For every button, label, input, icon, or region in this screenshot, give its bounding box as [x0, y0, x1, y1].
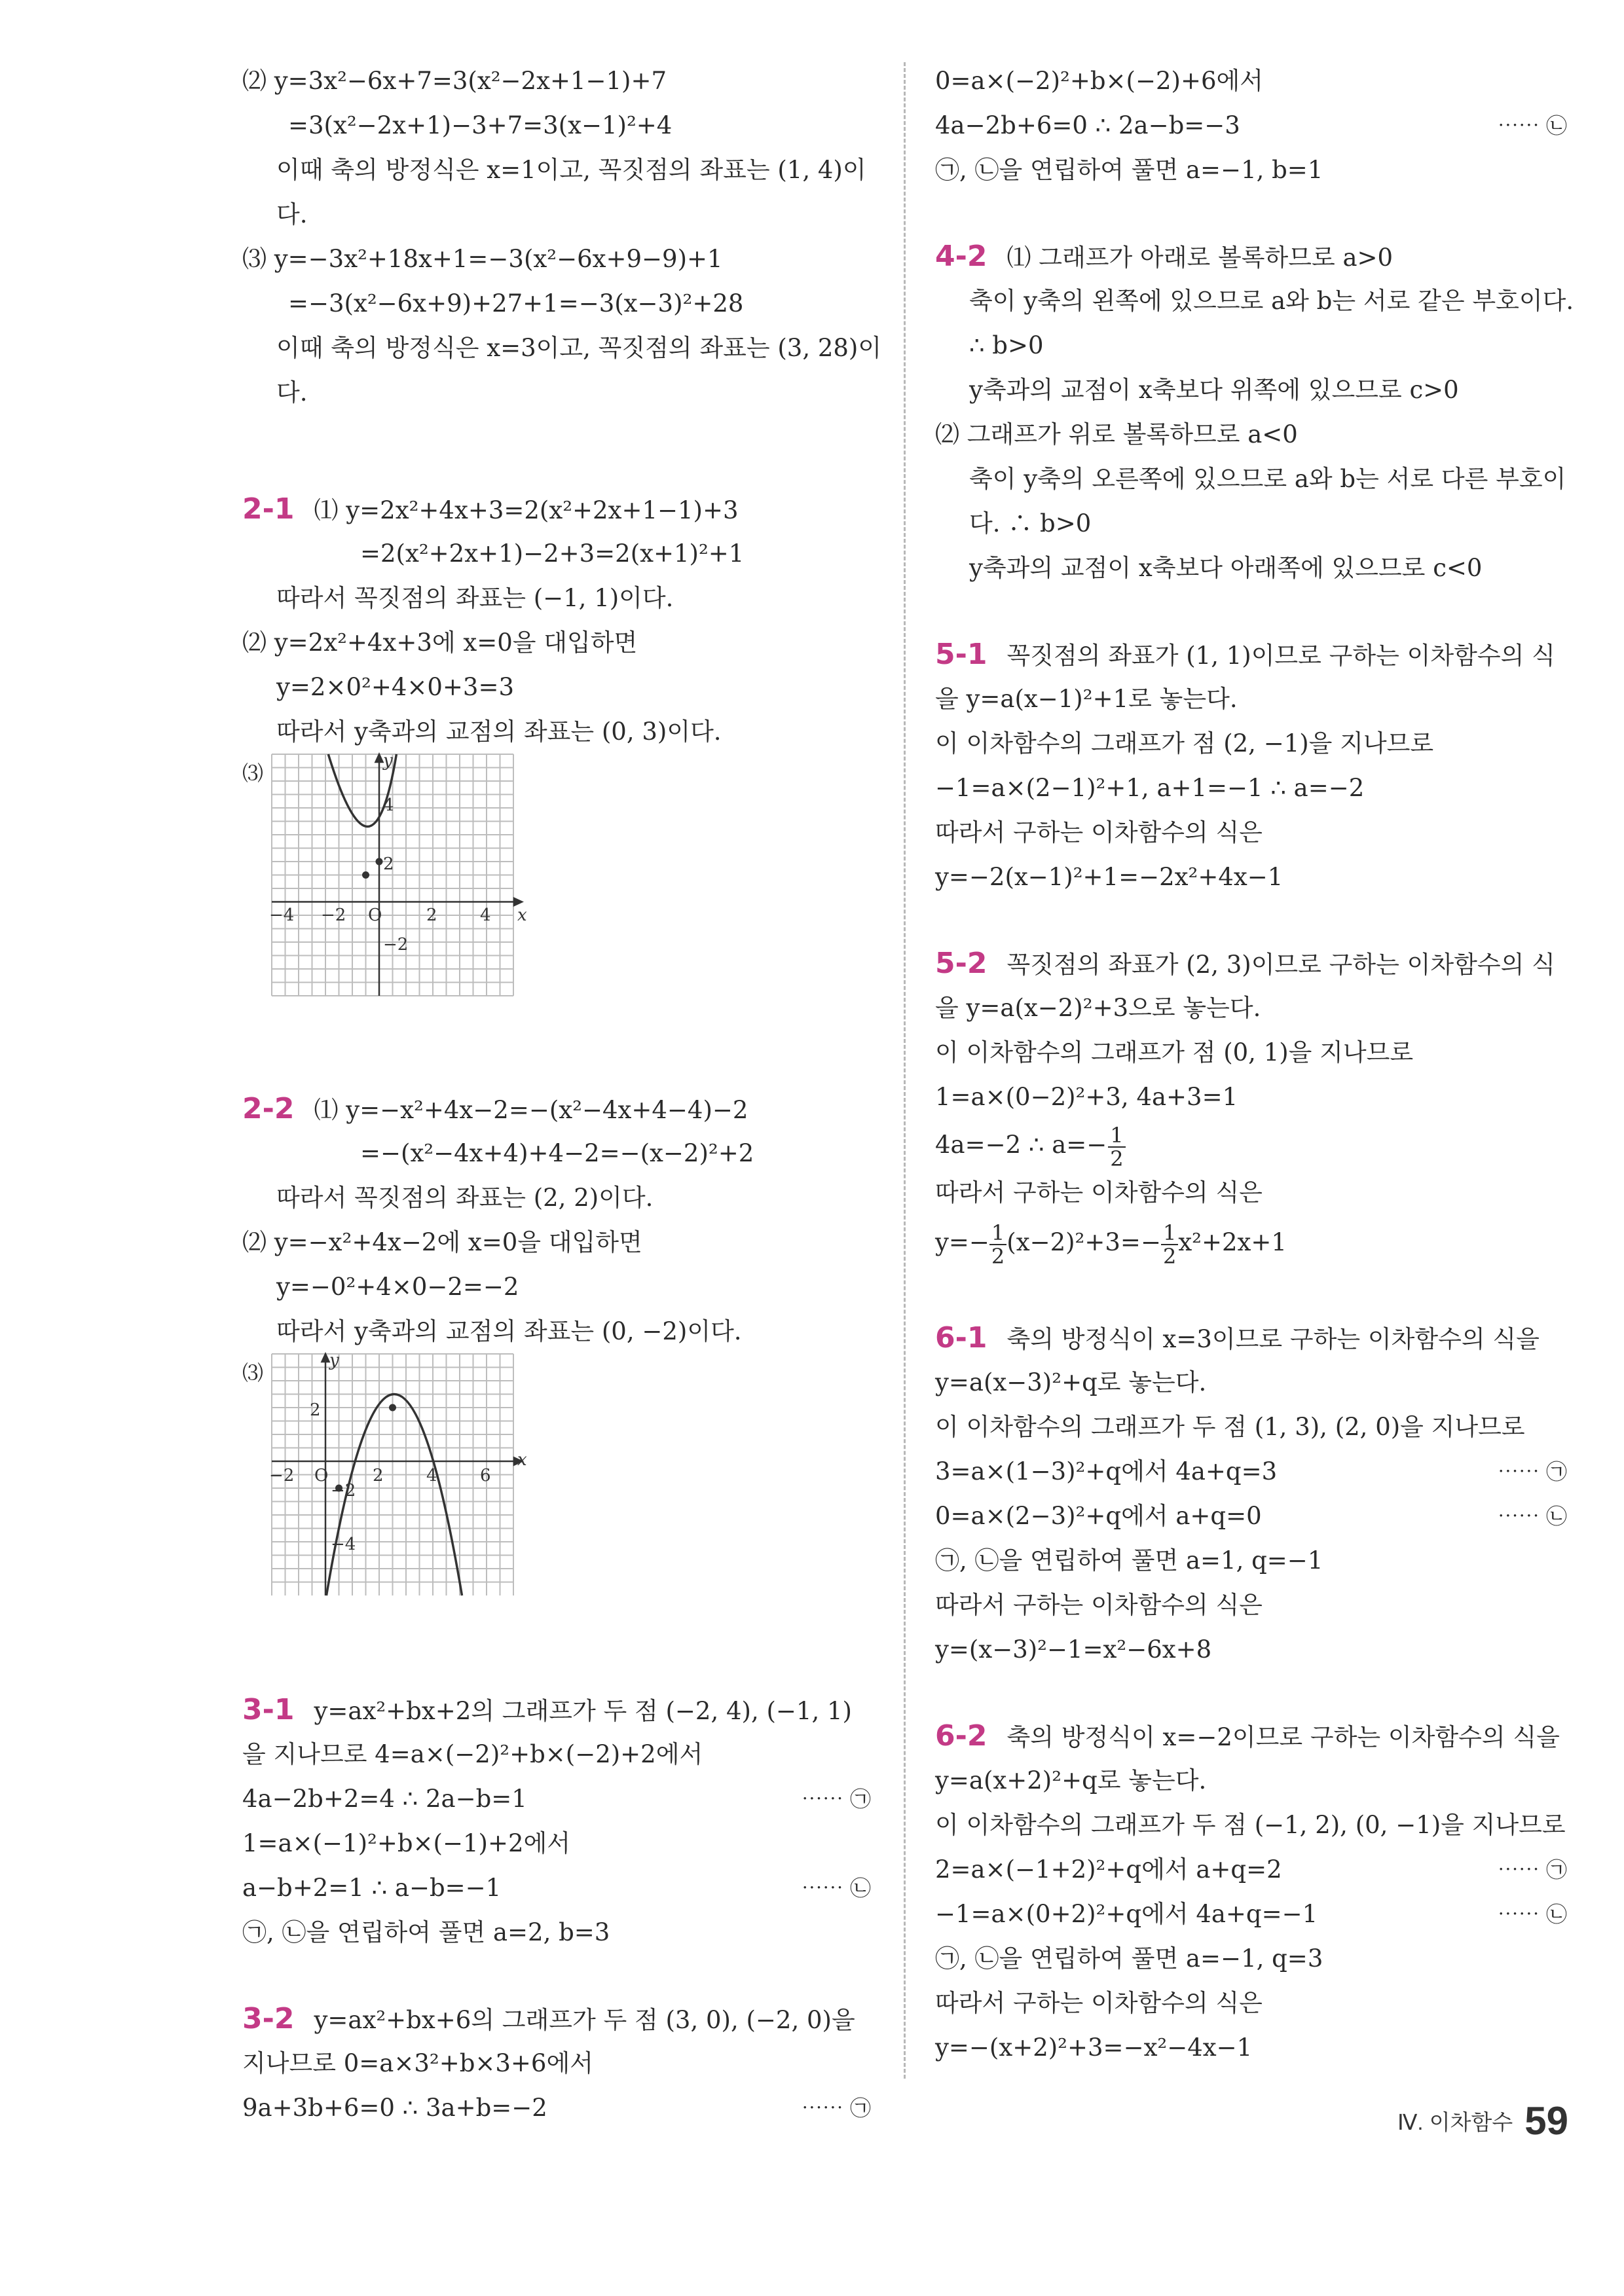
text-line: 9a+3b+6=0 ∴ 3a+b=−2	[242, 2094, 547, 2122]
text-line: 을 y=a(x−1)²+1로 놓는다.	[935, 685, 1238, 713]
text-line: 3=a×(1−3)²+q에서 4a+q=3	[935, 1457, 1278, 1485]
text-line: 꼭짓점의 좌표가 (1, 1)이므로 구하는 이차함수의 식	[1006, 642, 1555, 670]
problem-number: 2-1	[242, 492, 295, 526]
x-tick-label: 4	[426, 1466, 437, 1485]
text-line: ⑴ 그래프가 아래로 볼록하므로 a>0	[1006, 244, 1393, 272]
y-tick-label: 2	[383, 854, 394, 874]
text-line: ㉠, ㉡을 연립하여 풀면 a=−1, b=1	[935, 156, 1323, 184]
page-footer	[1397, 2098, 1568, 2143]
text-line: 축이 y축의 왼쪽에 있으므로 a와 b는 서로 같은 부호이다.	[969, 287, 1574, 315]
graph-label: ⑶	[242, 1360, 264, 1385]
text-line: 다. ∴ b>0	[969, 509, 1092, 538]
graph-label: ⑶	[242, 761, 264, 786]
problem-6-1	[935, 1316, 1567, 1672]
origin-label: O	[314, 1466, 329, 1485]
text-line: 따라서 구하는 이차함수의 식은	[935, 1591, 1263, 1619]
text-line: 따라서 구하는 이차함수의 식은	[935, 818, 1263, 847]
text-line: ⑵ y=3x²−6x+7=3(x²−2x+1−1)+7	[242, 67, 667, 95]
text-line: ⑴ y=2x²+4x+3=2(x²+2x+1−1)+3	[314, 496, 739, 524]
text-line: y=−(x+2)²+3=−x²−4x−1	[935, 2033, 1253, 2062]
text-line: =3(x²−2x+1)−3+7=3(x−1)²+4	[288, 111, 673, 139]
page-number: 59	[1524, 2099, 1568, 2143]
text-line: ㉠, ㉡을 연립하여 풀면 a=−1, q=3	[935, 1944, 1323, 1973]
solution-1-continued	[242, 59, 882, 415]
text-line: y=−0²+4×0−2=−2	[276, 1273, 519, 1301]
problem-5-2	[935, 941, 1567, 1270]
x-axis-label: x	[517, 905, 527, 925]
problem-number: 2-2	[242, 1092, 295, 1125]
fraction-numerator: 1	[989, 1222, 1006, 1245]
text-line: 이 이차함수의 그래프가 점 (2, −1)을 지나므로	[935, 729, 1434, 757]
text-line: 꼭짓점의 좌표가 (2, 3)이므로 구하는 이차함수의 식	[1006, 951, 1555, 979]
problem-number: 3-2	[242, 2002, 295, 2035]
text-line: 이 이차함수의 그래프가 점 (0, 1)을 지나므로	[935, 1038, 1414, 1066]
text-line: ∴ b>0	[969, 331, 1044, 359]
text-line: y축과의 교점이 x축보다 위쪽에 있으므로 c>0	[969, 376, 1459, 404]
equation-tag: ⋯⋯ ㉡	[1497, 1504, 1567, 1529]
text-line: 을 y=a(x−2)²+3으로 놓는다.	[935, 994, 1261, 1022]
fraction-denominator: 2	[1162, 1243, 1177, 1269]
text-line: −1=a×(0+2)²+q에서 4a+q=−1	[935, 1900, 1318, 1928]
text-line: 축의 방정식이 x=−2이므로 구하는 이차함수의 식을	[1006, 1723, 1560, 1751]
text-line: 축이 y축의 오른쪽에 있으므로 a와 b는 서로 다른 부호이	[969, 465, 1566, 493]
text-line: =2(x²+2x+1)−2+3=2(x+1)²+1	[360, 539, 745, 568]
text-line: ㉠, ㉡을 연립하여 풀면 a=1, q=−1	[935, 1546, 1323, 1575]
problem-3-2-continued	[935, 59, 1567, 192]
problem-number: 6-2	[935, 1719, 987, 1753]
x-tick-label: 2	[426, 905, 437, 925]
problem-2-2	[242, 1087, 871, 1609]
text-line: y=a(x+2)²+q로 놓는다.	[935, 1766, 1207, 1795]
fraction	[989, 1222, 1006, 1267]
text-line: 0=a×(−2)²+b×(−2)+6에서	[935, 67, 1263, 95]
text-line: 을 지나므로 4=a×(−2)²+b×(−2)+2에서	[242, 1740, 703, 1768]
problem-6-2	[935, 1714, 1567, 2070]
text-line: a−b+2=1 ∴ a−b=−1	[242, 1874, 502, 1902]
equation-tag: ⋯⋯ ㉡	[1497, 1902, 1567, 1927]
problem-number: 3-1	[242, 1693, 295, 1726]
fraction	[1161, 1222, 1178, 1267]
parabola-graph-2	[269, 1351, 534, 1609]
equation-tag: ⋯⋯ ㉡	[1497, 113, 1567, 138]
text-line: 이 이차함수의 그래프가 두 점 (1, 3), (2, 0)을 지나므로	[935, 1413, 1525, 1441]
text-line: 지나므로 0=a×3²+b×3+6에서	[242, 2049, 593, 2077]
text-line: y=a(x−3)²+q로 놓는다.	[935, 1368, 1207, 1396]
text-line: 따라서 y축과의 교점의 좌표는 (0, 3)이다.	[276, 718, 722, 746]
fraction-denominator: 2	[991, 1243, 1005, 1269]
column-divider	[904, 62, 906, 2079]
equation-tag: ⋯⋯ ㉡	[801, 1876, 871, 1901]
text-line: 4a−2b+2=4 ∴ 2a−b=1	[242, 1785, 527, 1813]
text-line: ⑵ 그래프가 위로 볼록하므로 a<0	[935, 420, 1298, 448]
left-column	[242, 59, 882, 2130]
text-line: 따라서 꼭짓점의 좌표는 (2, 2)이다.	[276, 1184, 654, 1212]
fraction	[1108, 1124, 1125, 1170]
problem-5-1	[935, 632, 1567, 900]
text-line: 따라서 y축과의 교점의 좌표는 (0, −2)이다.	[276, 1317, 742, 1345]
text-line: −1=a×(2−1)²+1, a+1=−1 ∴ a=−2	[935, 774, 1365, 802]
parabola-graph-1	[269, 751, 534, 1010]
text-line: 축의 방정식이 x=3이므로 구하는 이차함수의 식을	[1006, 1325, 1540, 1353]
section-title: Ⅳ. 이차함수	[1397, 2110, 1513, 2134]
equation-tag: ⋯⋯ ㉠	[1497, 1459, 1567, 1484]
x-axis-label: x	[517, 1450, 527, 1470]
problem-number: 5-2	[935, 947, 987, 980]
text-line: y=ax²+bx+6의 그래프가 두 점 (3, 0), (−2, 0)을	[314, 2006, 855, 2034]
text-line: y=−2(x−1)²+1=−2x²+4x−1	[935, 863, 1283, 891]
text-line: =−(x²−4x+4)+4−2=−(x−2)²+2	[360, 1139, 754, 1167]
text-line: y=−	[935, 1228, 989, 1256]
text-line: 이때 축의 방정식은 x=1이고, 꼭짓점의 좌표는 (1, 4)이	[276, 156, 866, 184]
equation-tag: ⋯⋯ ㉠	[801, 2096, 871, 2121]
text-line: 2=a×(−1+2)²+q에서 a+q=2	[935, 1855, 1282, 1884]
text-line: ㉠, ㉡을 연립하여 풀면 a=2, b=3	[242, 1918, 610, 1946]
x-tick-label: −2	[269, 1466, 295, 1485]
y-tick-label: −4	[331, 1535, 356, 1554]
x-tick-label: −4	[269, 905, 295, 925]
text-line: 이 이차함수의 그래프가 두 점 (−1, 2), (0, −1)을 지나므로	[935, 1811, 1566, 1839]
y-axis-label: y	[329, 1351, 339, 1370]
text-line: 1=a×(0−2)²+3, 4a+3=1	[935, 1083, 1238, 1111]
text-line: 따라서 구하는 이차함수의 식은	[935, 1989, 1263, 2017]
x-tick-label: 6	[480, 1466, 491, 1485]
text-line: 따라서 구하는 이차함수의 식은	[935, 1178, 1263, 1207]
text-line: x²+2x+1	[1178, 1228, 1287, 1256]
y-tick-label: 2	[310, 1400, 321, 1420]
problem-2-1	[242, 487, 871, 1010]
problem-3-2	[242, 1997, 871, 2130]
problem-3-1	[242, 1688, 871, 1955]
text-line: y축과의 교점이 x축보다 아래쪽에 있으므로 c<0	[969, 554, 1483, 582]
text-line: ⑵ y=−x²+4x−2에 x=0을 대입하면	[242, 1228, 642, 1256]
fraction-denominator: 2	[1110, 1146, 1124, 1171]
fraction-numerator: 1	[1161, 1222, 1178, 1245]
text-line: 0=a×(2−3)²+q에서 a+q=0	[935, 1502, 1262, 1530]
text-line: y=2×0²+4×0+3=3	[276, 673, 514, 701]
y-tick-label: −2	[331, 1481, 356, 1501]
text-line: (x−2)²+3=−	[1006, 1228, 1161, 1256]
text-line: =−3(x²−6x+9)+27+1=−3(x−3)²+28	[288, 289, 744, 318]
y-tick-label: −2	[383, 935, 409, 955]
equation-tag: ⋯⋯ ㉠	[1497, 1857, 1567, 1882]
text-line: 따라서 꼭짓점의 좌표는 (−1, 1)이다.	[276, 584, 674, 612]
text-line: 1=a×(−1)²+b×(−1)+2에서	[242, 1829, 570, 1857]
x-tick-label: 4	[480, 905, 491, 925]
text-line: 4a−2b+6=0 ∴ 2a−b=−3	[935, 111, 1240, 139]
text-line: ⑵ y=2x²+4x+3에 x=0을 대입하면	[242, 629, 638, 657]
text-line: y=(x−3)²−1=x²−6x+8	[935, 1635, 1212, 1664]
text-line: 다.	[276, 200, 308, 228]
origin-label: O	[368, 905, 382, 925]
problem-number: 5-1	[935, 638, 987, 671]
text-line: y=ax²+bx+2의 그래프가 두 점 (−2, 4), (−1, 1)	[314, 1697, 852, 1725]
right-column	[935, 59, 1574, 2070]
problem-number: 4-2	[935, 240, 987, 273]
text-line: ⑴ y=−x²+4x−2=−(x²−4x+4−4)−2	[314, 1096, 748, 1124]
text-line: ⑶ y=−3x²+18x+1=−3(x²−6x+9−9)+1	[242, 245, 723, 273]
problem-number: 6-1	[935, 1321, 987, 1355]
x-tick-label: −2	[321, 905, 346, 925]
y-tick-label: 4	[383, 795, 394, 815]
x-tick-label: 2	[373, 1466, 384, 1485]
text-line: 4a=−2 ∴ a=−	[935, 1131, 1107, 1159]
equation-tag: ⋯⋯ ㉠	[801, 1787, 871, 1812]
graph-block	[242, 1351, 871, 1609]
y-axis-label: y	[383, 751, 393, 771]
text-line: 이때 축의 방정식은 x=3이고, 꼭짓점의 좌표는 (3, 28)이	[276, 334, 882, 362]
text-line: 다.	[276, 378, 308, 407]
problem-4-2	[935, 234, 1574, 591]
fraction-numerator: 1	[1108, 1124, 1125, 1148]
graph-block	[242, 751, 871, 1010]
